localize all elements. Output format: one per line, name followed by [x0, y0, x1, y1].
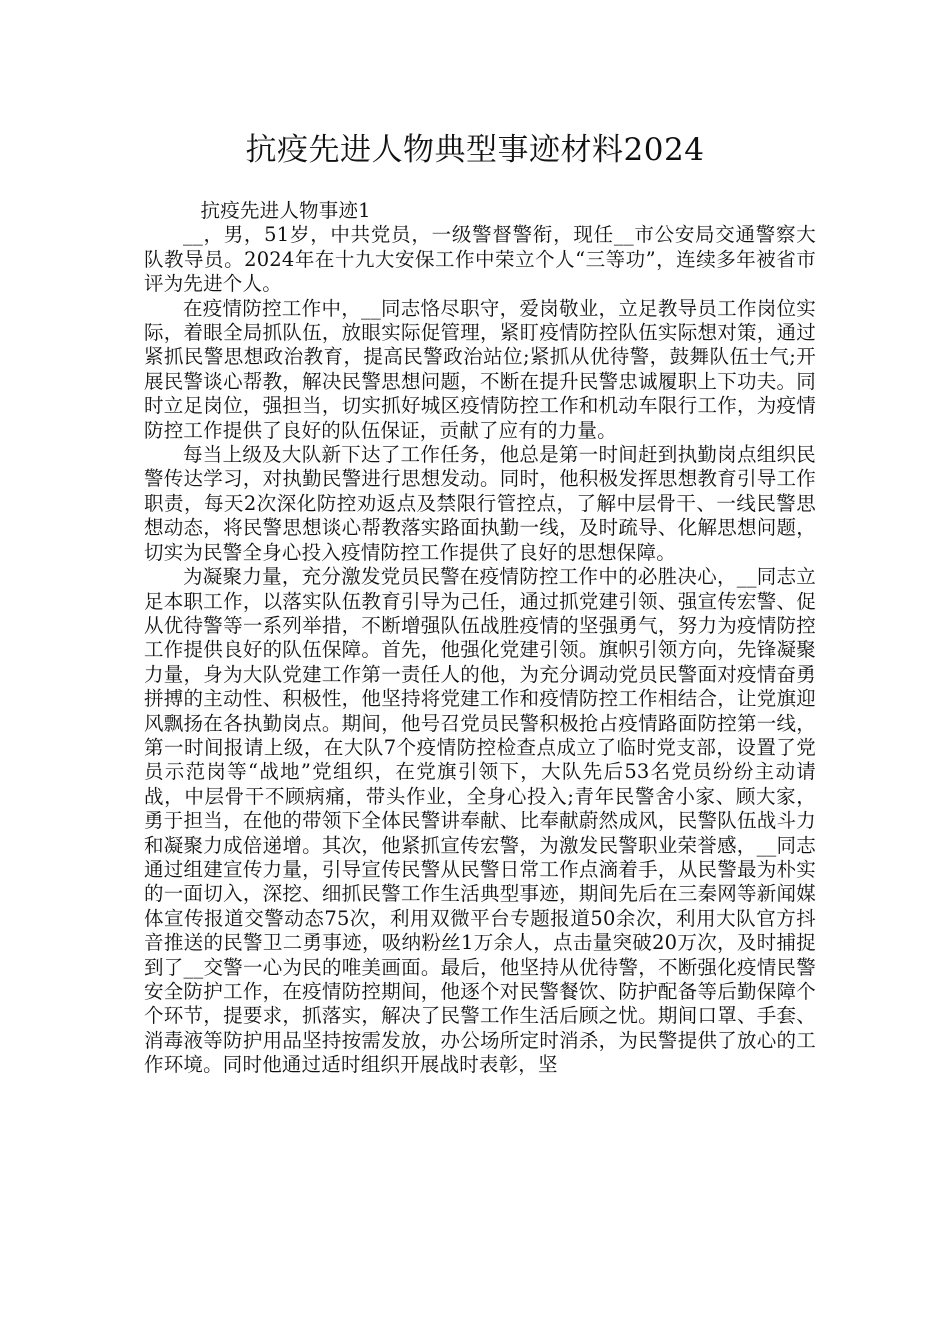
document-title: 抗疫先进人物典型事迹材料2024 — [245, 132, 705, 168]
paragraph-intro: __，男，51岁，中共党员，一级警督警衔，现任__市公安局交通警察大队教导员。2024年在十九大安保工作中荣立个人“三等功”，连续多年被省市评为先进个人。 — [144, 223, 816, 296]
paragraph-party-building: 为凝聚力量，充分激发党员民警在疫情防控工作中的必胜决心，__同志立足本职工作，以落实队伍教育引导为己任，通过抓党建引领、强宣传宏警、促从优待警等一系列举措，不断增强队伍战胜疫情的坚强勇气，努力为疫情防控工作提供良好的队伍保障。首先，他强化党建引领。旗帜引领方向，先锋凝聚力量，身为大队党建工作第一责任人的他，为充分调动党员民警面对疫情奋勇拼搏的主动性、积极性，他坚持将党建工作和疫情防控工作相结合，让党旗迎风飘扬在各执勤岗点。期间，他号召党员民警积极抢占疫情路面防控第一线，第一时间报请上级，在大队7个疫情防控检查点成立了临时党支部，设置了党员示范岗等“战地”党组织，在党旗引领下，大队先后53名党员纷纷主动请战，中层骨干不顾病痛，带头作业，全身心投入;青年民警舍小家、顾大家，勇于担当，在他的带领下全体民警讲奉献、比奉献蔚然成风，民警队伍战斗力和凝聚力成倍递增。其次，他紧抓宣传宏警，为激发民警职业荣誉感，__同志通过组建宣传力量，引导宣传民警从民警日常工作点滴着手，从民警最为朴实的一面切入，深挖、细抓民警工作生活典型事迹，期间先后在三秦网等新闻媒体宣传报道交警动态75次，利用双微平台专题报道50余次，利用大队官方抖音推送的民警卫二勇事迹，吸纳粉丝1万余人，点击量突破20万次，及时捕捉到了__交警一心为民的唯美画面。最后，他坚持从优待警，不断强化疫情民警安全防护工作，在疫情防控期间，他逐个对民警餐饮、防护配备等后勤保障个个环节，提要求，抓落实，解决了民警工作生活后顾之忧。期间口罩、手套、消毒液等防护用品坚持按需发放，办公场所定时消杀，为民警提供了放心的工作环境。同时他通过适时组织开展战时表彰，坚 — [144, 565, 816, 1077]
section-heading: 抗疫先进人物事迹1 — [200, 199, 371, 222]
paragraph-duty: 在疫情防控工作中，__同志恪尽职守，爱岗敬业，立足教导员工作岗位实际，着眼全局抓队伍，放眼实际促管理，紧盯疫情防控队伍实际想对策，通过紧抓民警思想政治教育，提高民警政治站位;紧抓从优待警，鼓舞队伍士气;开展民警谈心帮教，解决民警思想问题，不断在提升民警忠诚履职上下功夫。同时立足岗位，强担当，切实抓好城区疫情防控工作和机动车限行工作，为疫情防控工作提供了良好的队伍保证，贡献了应有的力量。 — [144, 296, 816, 442]
document-body — [144, 199, 816, 1078]
paragraph-tasks: 每当上级及大队新下达了工作任务，他总是第一时间赶到执勤岗点组织民警传达学习，对执勤民警进行思想发动。同时，他积极发挥思想教育引导工作职责，每天2次深化防控劝返点及禁限行管控点，了解中层骨干、一线民警思想动态，将民警思想谈心帮教落实路面执勤一线，及时疏导、化解思想问题，切实为民警全身心投入疫情防控工作提供了良好的思想保障。 — [144, 443, 816, 564]
